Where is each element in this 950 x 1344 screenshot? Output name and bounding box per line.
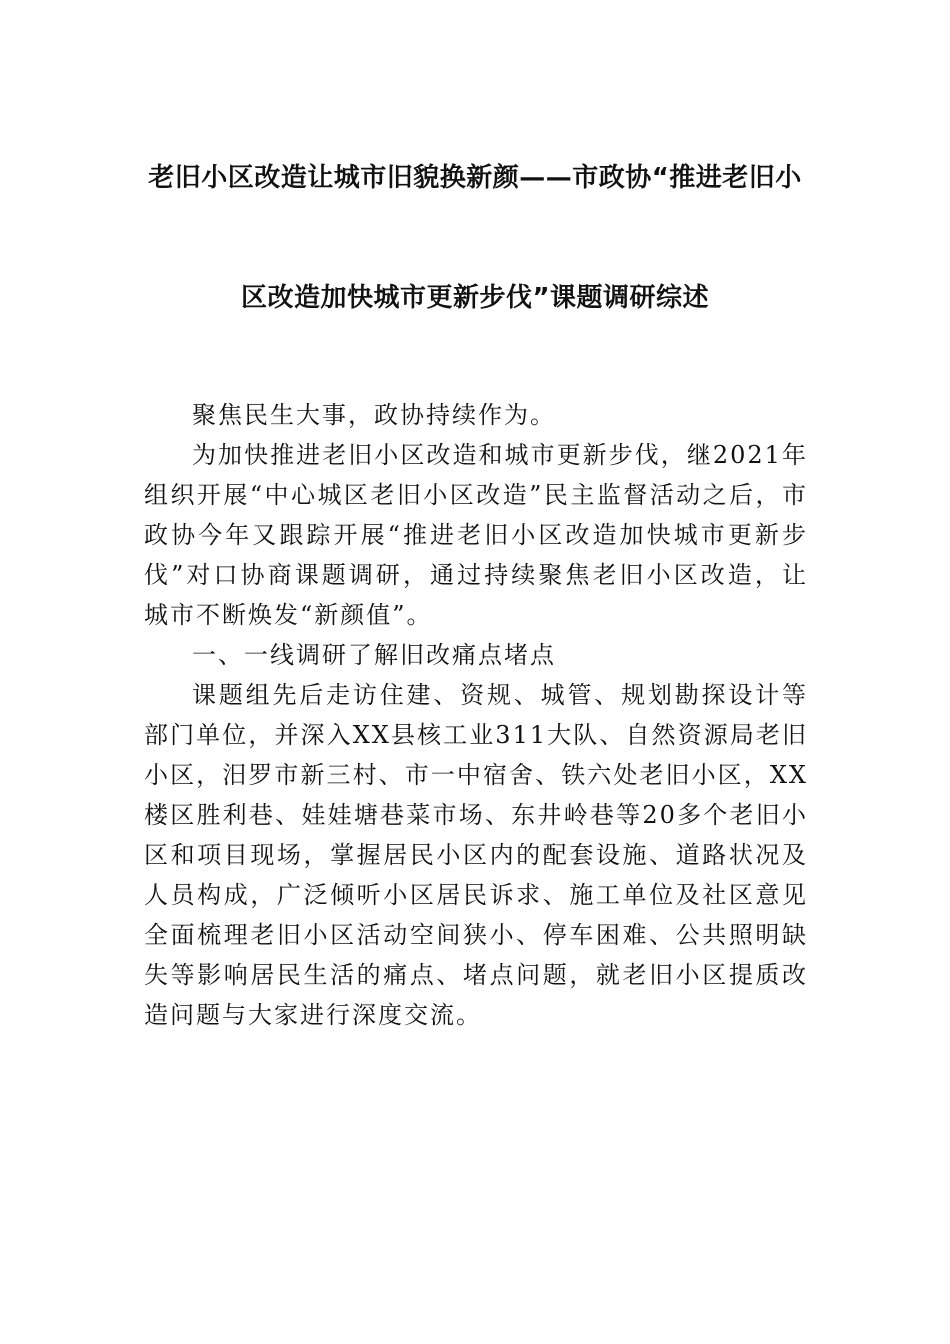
paragraph-research: 课题组先后走访住建、资规、城管、规划勘探设计等部门单位，并深入XX县核工业311大队、自然资源局老旧小区，汨罗市新三村、市一中宿舍、铁六处老旧小区，XX楼区胜利巷、娃娃塘巷菜市场、东井岭巷等20多个老旧小区和项目现场，掌握居民小区内的配套设施、道路状况及人员构成，广泛倾听小区居民诉求、施工单位及社区意见全面梳理老旧小区活动空间狭小、停车困难、公共照明缺失等影响居民生活的痛点、堵点问题，就老旧小区提质改造问题与大家进行深度交流。	[144, 681, 808, 1029]
document-title-line-1: 老旧小区改造让城市旧貌换新颜——市政协“推进老旧小	[148, 163, 802, 193]
document-body	[144, 395, 808, 1035]
document-title-line-2: 区改造加快城市更新步伐”课题调研综述	[240, 283, 710, 313]
paragraph-background: 为加快推进老旧小区改造和城市更新步伐，继2021年组织开展“中心城区老旧小区改造”民主监督活动之后，市政协今年又跟踪开展“推进老旧小区改造加快城市更新步伐”对口协商课题调研，通过持续聚焦老旧小区改造，让城市不断焕发“新颜值”。	[144, 441, 808, 629]
paragraph-intro: 聚焦民生大事，政协持续作为。	[192, 401, 556, 429]
section-heading-1: 一、一线调研了解旧改痛点堵点	[192, 641, 556, 669]
